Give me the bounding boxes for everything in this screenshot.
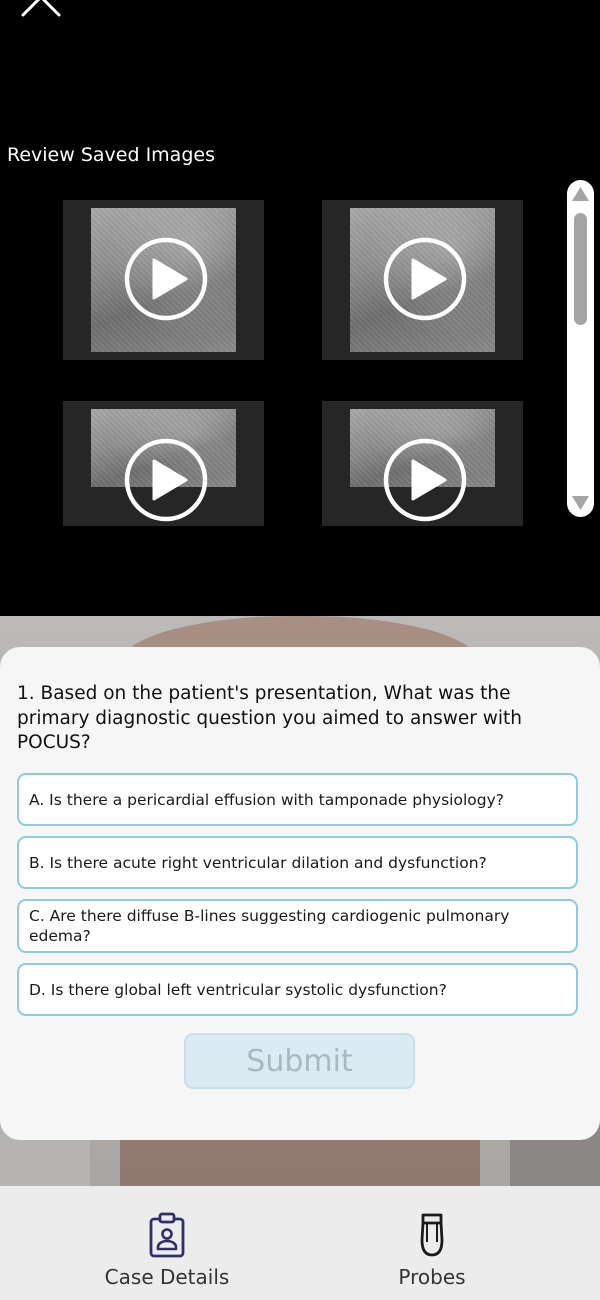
image-list-scrollbar[interactable]: [567, 180, 594, 517]
saved-image-thumbnail-1[interactable]: [63, 200, 264, 360]
answer-option-a[interactable]: A. Is there a pericardial effusion with tamponade physiology?: [17, 773, 578, 826]
nav-case-details[interactable]: [80, 1186, 254, 1300]
close-chevron-icon: [18, 0, 64, 22]
play-icon: [382, 236, 468, 322]
answer-option-c[interactable]: C. Are there diffuse B-lines suggesting cardiogenic pulmonary edema?: [17, 899, 578, 953]
close-button[interactable]: [18, 0, 64, 22]
nav-case-details-label: Case Details: [104, 1265, 230, 1289]
play-icon: [123, 236, 209, 322]
nav-probes-label: Probes: [398, 1265, 466, 1289]
play-icon: [123, 437, 209, 523]
submit-button[interactable]: Submit: [184, 1033, 415, 1089]
question-card: [0, 647, 600, 1140]
scroll-down-arrow-icon[interactable]: [570, 494, 591, 512]
saved-image-thumbnail-3[interactable]: [63, 401, 264, 526]
play-icon: [382, 437, 468, 523]
scroll-up-arrow-icon[interactable]: [570, 185, 591, 203]
saved-image-thumbnail-2[interactable]: [322, 200, 523, 360]
image-review-panel: [0, 0, 600, 616]
answer-option-d[interactable]: D. Is there global left ventricular systolic dysfunction?: [17, 963, 578, 1016]
clipboard-patient-icon: [149, 1212, 185, 1258]
nav-probes[interactable]: [370, 1186, 494, 1300]
saved-image-thumbnail-4[interactable]: [322, 401, 523, 526]
bottom-navigation: [0, 1186, 600, 1300]
review-saved-images-title: Review Saved Images: [7, 144, 215, 166]
scrollbar-thumb[interactable]: [574, 213, 587, 325]
probe-icon: [418, 1212, 446, 1258]
answer-option-b[interactable]: B. Is there acute right ventricular dilation and dysfunction?: [17, 836, 578, 889]
question-text: 1. Based on the patient's presentation, What was the primary diagnostic question you aimed to answer with POCUS?: [17, 683, 522, 753]
